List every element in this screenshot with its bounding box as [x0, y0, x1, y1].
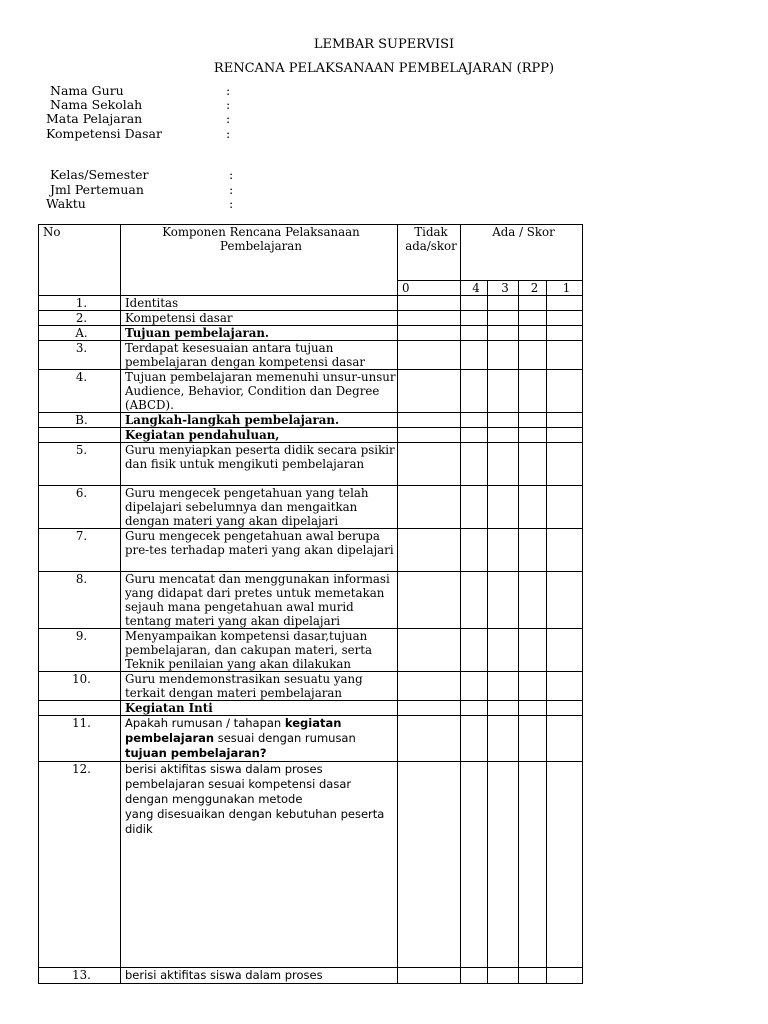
- score-cell[interactable]: [461, 443, 488, 486]
- score-cell[interactable]: [488, 296, 519, 311]
- score-label-3: 3: [488, 281, 519, 296]
- score-cell[interactable]: [519, 968, 547, 984]
- score-cell[interactable]: [461, 716, 488, 762]
- score-cell[interactable]: [461, 968, 488, 984]
- score-label-1: 1: [547, 281, 583, 296]
- score-cell[interactable]: [488, 762, 519, 968]
- row-number: 1.: [39, 296, 121, 311]
- score-cell[interactable]: [519, 311, 547, 326]
- row-number: 9.: [39, 629, 121, 672]
- table-row: [39, 428, 583, 443]
- table-row: [39, 572, 583, 629]
- score-label-4: 4: [461, 281, 488, 296]
- field-nama-guru-label: Nama Guru: [50, 83, 124, 98]
- field-mata-pelajaran-colon: :: [226, 111, 231, 126]
- row-component: Langkah-langkah pembelajaran.: [121, 413, 398, 428]
- score-cell[interactable]: [461, 296, 488, 311]
- field-kelas-semester-label: Kelas/Semester: [50, 167, 149, 182]
- document-title: LEMBAR SUPERVISI: [313, 37, 455, 52]
- score-cell[interactable]: [547, 326, 583, 341]
- score-cell[interactable]: [547, 443, 583, 486]
- score-cell[interactable]: [461, 370, 488, 413]
- row-component: berisi aktifitas siswa dalam proses pembelajaran sesuai kompetensi dasar dengan menggunakan metode yang disesuaikan dengan kebutuhan peserta didik: [121, 762, 398, 968]
- row-number: 8.: [39, 572, 121, 629]
- score-cell[interactable]: [488, 968, 519, 984]
- table-row: [39, 326, 583, 341]
- table-row: [39, 341, 583, 370]
- score-cell[interactable]: [519, 296, 547, 311]
- score-cell[interactable]: [398, 701, 461, 716]
- score-cell[interactable]: [398, 486, 461, 529]
- score-cell[interactable]: [488, 672, 519, 701]
- supervision-table: [38, 224, 583, 984]
- field-kelas-semester-colon: :: [229, 167, 234, 182]
- score-cell[interactable]: [488, 428, 519, 443]
- row-component: Kegiatan pendahuluan,: [121, 428, 398, 443]
- table-row: [39, 296, 583, 311]
- header-no: No: [39, 225, 121, 296]
- row-number: B.: [39, 413, 121, 428]
- row-component: berisi aktifitas siswa dalam proses: [121, 968, 398, 984]
- row-component: Terdapat kesesuaian antara tujuan pembelajaran dengan kompetensi dasar: [121, 341, 398, 370]
- score-cell[interactable]: [519, 701, 547, 716]
- row-component: Guru mendemonstrasikan sesuatu yang terkait dengan materi pembelajaran: [121, 672, 398, 701]
- table-row: [39, 311, 583, 326]
- score-cell[interactable]: [547, 341, 583, 370]
- field-nama-sekolah-label: Nama Sekolah: [50, 97, 143, 112]
- score-cell[interactable]: [519, 486, 547, 529]
- row-number: 6.: [39, 486, 121, 529]
- score-cell[interactable]: [547, 296, 583, 311]
- header-ada-skor: Ada / Skor: [461, 225, 583, 281]
- header-tidak-ada: Tidak ada/skor: [398, 225, 461, 281]
- score-cell[interactable]: [547, 311, 583, 326]
- row-number: A.: [39, 326, 121, 341]
- score-cell[interactable]: [519, 716, 547, 762]
- score-cell[interactable]: [488, 529, 519, 572]
- score-cell[interactable]: [398, 296, 461, 311]
- table-row: [39, 370, 583, 413]
- score-cell[interactable]: [461, 428, 488, 443]
- table-row: [39, 762, 583, 968]
- row-component: Guru mengecek pengetahuan awal berupa pre-tes terhadap materi yang akan dipelajari: [121, 529, 398, 572]
- row-number: 7.: [39, 529, 121, 572]
- field-kompetensi-dasar-colon: :: [226, 126, 231, 141]
- score-cell[interactable]: [488, 370, 519, 413]
- table-row: [39, 413, 583, 428]
- score-cell[interactable]: [398, 341, 461, 370]
- row-component: Guru mencatat dan menggunakan informasi yang didapat dari pretes untuk memetakan sejauh mana pengetahuan awal murid tentang materi yang akan dipelajari: [121, 572, 398, 629]
- score-cell[interactable]: [398, 572, 461, 629]
- score-cell[interactable]: [461, 486, 488, 529]
- score-cell[interactable]: [547, 672, 583, 701]
- score-cell[interactable]: [547, 486, 583, 529]
- score-cell[interactable]: [547, 413, 583, 428]
- table-row: [39, 629, 583, 672]
- score-cell[interactable]: [461, 762, 488, 968]
- score-cell[interactable]: [547, 370, 583, 413]
- score-cell[interactable]: [519, 428, 547, 443]
- score-cell[interactable]: [519, 413, 547, 428]
- score-cell[interactable]: [519, 672, 547, 701]
- field-nama-guru-colon: :: [226, 83, 231, 98]
- row-number: [39, 428, 121, 443]
- score-cell[interactable]: [519, 341, 547, 370]
- row-component: Guru mengecek pengetahuan yang telah dipelajari sebelumnya dan mengaitkan dengan materi yang akan dipelajari: [121, 486, 398, 529]
- score-cell[interactable]: [519, 326, 547, 341]
- row-component-part-bold: tujuan pembelajaran?: [125, 746, 267, 760]
- table-row: [39, 486, 583, 529]
- score-cell[interactable]: [488, 629, 519, 672]
- score-cell[interactable]: [398, 672, 461, 701]
- score-cell[interactable]: [461, 326, 488, 341]
- score-cell[interactable]: [461, 311, 488, 326]
- score-cell[interactable]: [398, 629, 461, 672]
- table-row: [39, 443, 583, 486]
- score-cell[interactable]: [488, 701, 519, 716]
- document-subtitle: RENCANA PELAKSANAAN PEMBELAJARAN (RPP): [213, 61, 555, 76]
- score-cell[interactable]: [547, 572, 583, 629]
- table-row: [39, 672, 583, 701]
- field-nama-sekolah-colon: :: [226, 97, 231, 112]
- score-cell[interactable]: [398, 311, 461, 326]
- row-number: 10.: [39, 672, 121, 701]
- score-label-0: 0: [398, 281, 461, 296]
- score-cell[interactable]: [461, 629, 488, 672]
- row-component-part: sesuai dengan rumusan: [214, 731, 356, 745]
- row-number: 13.: [39, 968, 121, 984]
- score-cell[interactable]: [461, 341, 488, 370]
- table-row: [39, 968, 583, 984]
- score-cell[interactable]: [461, 529, 488, 572]
- score-cell[interactable]: [398, 716, 461, 762]
- score-cell[interactable]: [461, 413, 488, 428]
- field-jml-pertemuan-label: Jml Pertemuan: [50, 182, 144, 197]
- row-component-part-bold: kegiatan pembelajaran: [125, 716, 342, 745]
- score-cell[interactable]: [488, 311, 519, 326]
- score-cell[interactable]: [461, 572, 488, 629]
- score-cell[interactable]: [461, 672, 488, 701]
- row-number: 4.: [39, 370, 121, 413]
- row-component: Tujuan pembelajaran memenuhi unsur-unsur Audience, Behavior, Condition dan Degree (ABCD).: [121, 370, 398, 413]
- score-label-2: 2: [519, 281, 547, 296]
- row-component: Kompetensi dasar: [121, 311, 398, 326]
- field-waktu-colon: :: [229, 196, 234, 211]
- score-cell[interactable]: [488, 341, 519, 370]
- score-cell[interactable]: [547, 968, 583, 984]
- score-cell[interactable]: [519, 629, 547, 672]
- score-cell[interactable]: [519, 443, 547, 486]
- row-component: Guru menyiapkan peserta didik secara psikir dan fisik untuk mengikuti pembelajaran: [121, 443, 398, 486]
- score-cell[interactable]: [488, 486, 519, 529]
- score-cell[interactable]: [519, 529, 547, 572]
- field-waktu-label: Waktu: [46, 196, 86, 211]
- score-cell[interactable]: [547, 629, 583, 672]
- score-cell[interactable]: [398, 762, 461, 968]
- field-mata-pelajaran-label: Mata Pelajaran: [46, 111, 143, 126]
- score-cell[interactable]: [519, 762, 547, 968]
- score-cell[interactable]: [488, 716, 519, 762]
- score-cell[interactable]: [488, 413, 519, 428]
- score-cell[interactable]: [398, 370, 461, 413]
- score-cell[interactable]: [398, 443, 461, 486]
- row-component: Identitas: [121, 296, 398, 311]
- score-cell[interactable]: [547, 716, 583, 762]
- row-number: 3.: [39, 341, 121, 370]
- table-row: [39, 529, 583, 572]
- score-cell[interactable]: [398, 326, 461, 341]
- row-component-part: Apakah rumusan / tahapan: [125, 716, 285, 730]
- row-component: Kegiatan Inti: [121, 701, 398, 716]
- field-jml-pertemuan-colon: :: [229, 182, 234, 197]
- score-cell[interactable]: [398, 413, 461, 428]
- score-cell[interactable]: [519, 572, 547, 629]
- row-number: [39, 701, 121, 716]
- score-cell[interactable]: [547, 701, 583, 716]
- score-cell[interactable]: [547, 762, 583, 968]
- field-kompetensi-dasar-label: Kompetensi Dasar: [46, 126, 162, 141]
- score-cell[interactable]: [519, 370, 547, 413]
- score-cell[interactable]: [547, 529, 583, 572]
- table-row: [39, 716, 583, 762]
- row-component: [121, 716, 398, 762]
- score-cell[interactable]: [547, 428, 583, 443]
- score-cell[interactable]: [488, 443, 519, 486]
- row-number: 12.: [39, 762, 121, 968]
- header-komponen: Komponen Rencana Pelaksanaan Pembelajaran: [121, 225, 398, 296]
- score-cell[interactable]: [398, 428, 461, 443]
- table-row: [39, 701, 583, 716]
- row-number: 11.: [39, 716, 121, 762]
- row-number: 2.: [39, 311, 121, 326]
- table-header-row: [39, 225, 583, 281]
- row-component: Tujuan pembelajaran.: [121, 326, 398, 341]
- row-component: Menyampaikan kompetensi dasar,tujuan pembelajaran, dan cakupan materi, serta Teknik penilaian yang akan dilakukan: [121, 629, 398, 672]
- score-cell[interactable]: [488, 326, 519, 341]
- row-number: 5.: [39, 443, 121, 486]
- score-cell[interactable]: [398, 968, 461, 984]
- score-cell[interactable]: [398, 529, 461, 572]
- score-cell[interactable]: [488, 572, 519, 629]
- score-cell[interactable]: [461, 701, 488, 716]
